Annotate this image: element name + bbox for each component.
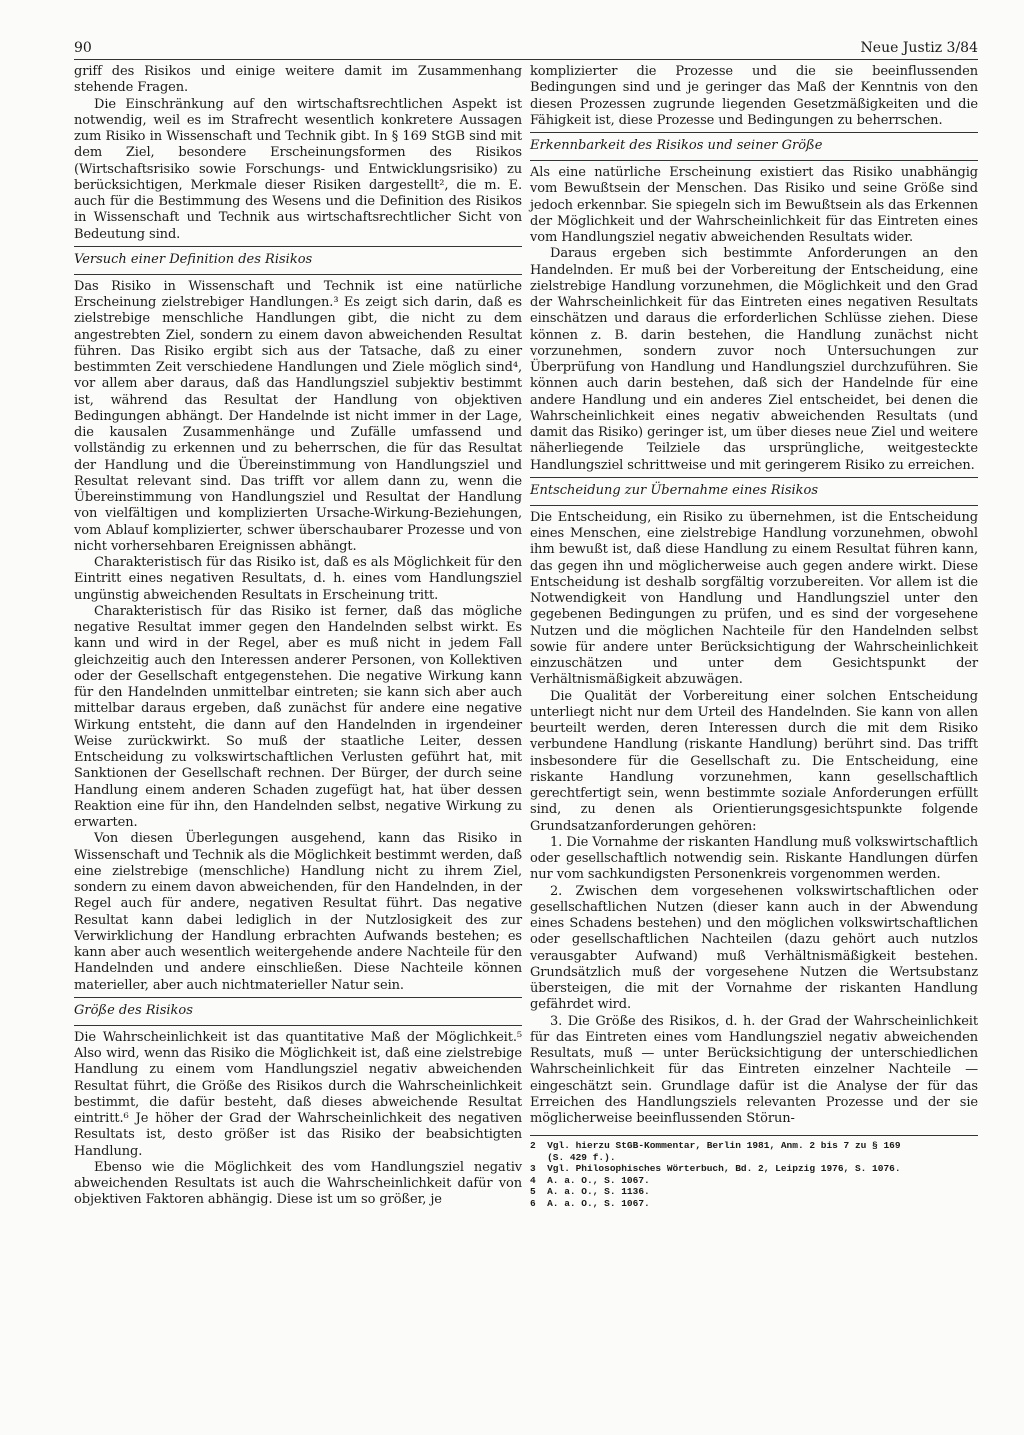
paragraph: komplizierter die Prozesse und die sie beeinflussenden Bedingungen sind und je geringer das Maß der Kenntnis von den diesen Prozessen zugrunde liegenden Gesetzmäßigkeiten und die Fähigkeit ist, diese Prozesse und Bedingungen zu beherrschen. <box>530 64 978 128</box>
footnote: 2 Vgl. hierzu StGB-Kommentar, Berlin 1981, Anm. 2 bis 7 zu § 169 <box>530 1140 901 1152</box>
paragraph: griff des Risikos und einige weitere damit im Zusammenhang stehende Fragen. <box>74 64 522 96</box>
paragraph: 1. Die Vornahme der riskanten Handlung muß volkswirtschaftlich oder gesellschaftlich notwendig sein. Riskante Handlungen dürfen nur vom sachkundigsten Personenkreis vorgenommen werden. <box>530 834 978 883</box>
footnote: 6 A. a. O., S. 1067. <box>530 1197 650 1209</box>
paragraph: Die Entscheidung, ein Risiko zu übernehmen, ist die Entscheidung eines Menschen, eine zielstrebige Handlung vorzunehmen, obwohl ihm bewußt ist, daß diese Handlung zu einem Resultat führen kann, das gegen ihn und möglicherweise auch gegen andere wirkt. Diese Entscheidung ist deshalb sorgfältig vorzubereiten. Vor allem ist die Notwendigkeit von Handlung und Handlungsziel unter den gegebenen Bedingungen zu prüfen, und es sind der vorgesehene Nutzen und die möglichen Nachteile für den Handelnden selbst sowie für andere unter Berücksichtigung der Wahrscheinlichkeit einzuschätzen und unter dem Gesichtspunkt der Verhältnismäßigkeit abzuwägen. <box>530 509 978 688</box>
footnotes <box>530 1135 978 1209</box>
footnote: 4 A. a. O., S. 1067. <box>530 1174 650 1186</box>
section-heading: Entscheidung zur Übernahme eines Risikos <box>530 477 978 506</box>
right-column <box>530 64 978 1209</box>
footnote: (S. 429 f.). <box>530 1151 616 1163</box>
paragraph: Die Qualität der Vorbereitung einer solchen Entscheidung unterliegt nicht nur dem Urteil des Handelnden. Sie kann von allen beurteilt werden, deren Interessen durch die mit dem Risiko verbundene Handlung (riskante Handlung) berührt sind. Das trifft insbesondere für die Gesellschaft zu. Die Entscheidung, eine riskante Handlung vorzunehmen, kann gesellschaftlich gerechtfertigt sein, wenn bestimmte soziale Anforderungen erfüllt sind, zu denen als Orientierungsgesichtspunkte folgende Grundsatzanforderungen gehören: <box>530 688 978 834</box>
paragraph: 2. Zwischen dem vorgesehenen volkswirtschaftlichen oder gesellschaftlichen Nutzen (dieser kann auch in der Abwendung eines Schadens bestehen) und den möglichen volkswirtschaftlichen oder gesellschaftlichen Nachteilen (dazu gehört auch nutzlos verausgabter Aufwand) muß Verhältnismäßigkeit bestehen. Grundsätzlich muß der vorgesehene Nutzen die Wertsubstanz übersteigen, die mit der Vornahme der riskanten Handlung gefährdet wird. <box>530 883 978 1013</box>
footnote: 5 A. a. O., S. 1136. <box>530 1186 650 1198</box>
section-heading: Versuch einer Definition des Risikos <box>74 246 522 275</box>
paragraph: 3. Die Größe des Risikos, d. h. der Grad der Wahrscheinlichkeit für das Eintreten eines vom Handlungsziel negativ abweichenden Resultats, muß — unter Berücksichtigung der unterschiedlichen Wahrscheinlichkeit für das Eintreten einzelner Nachteile — eingeschätzt sein. Grundlage dafür ist die Analyse der für das Erreichen des Handlungsziels relevanten Prozesse und der sie möglicherweise beeinflussenden Störun- <box>530 1013 978 1126</box>
paragraph: Ebenso wie die Möglichkeit des vom Handlungsziel negativ abweichenden Resultats ist auch die Wahrscheinlichkeit dafür von objektiven Faktoren abhängig. Diese ist um so größer, je <box>74 1159 522 1208</box>
paragraph: Charakteristisch für das Risiko ist ferner, daß das mögliche negative Resultat immer gegen den Handelnden selbst wirkt. Es kann und wird in der Regel, aber es muß nicht in jedem Fall gleichzeitig auch den Interessen anderer Personen, von Kollektiven oder der Gesellschaft entgegenstehen. Die negative Wirkung kann für den Handelnden unmittelbar eintreten; sie kann sich aber auch mittelbar daraus ergeben, daß zunächst für andere eine negative Wirkung entsteht, die dann auf den Handelnden in irgendeiner Weise zurückwirkt. So muß der staatliche Leiter, dessen Entscheidung zu volkswirtschaftlichen Verlusten geführt hat, mit Sanktionen der Gesellschaft rechnen. Der Bürger, der durch seine Handlung einem anderen Schaden zugefügt hat, hat über dessen Reaktion eine für ihn, den Handelnden selbst, negative Wirkung zu erwarten. <box>74 603 522 830</box>
paragraph: Daraus ergeben sich bestimmte Anforderungen an den Handelnden. Er muß bei der Vorbereitung der Entscheidung, eine zielstrebige Handlung vorzunehmen, die Möglichkeit und den Grad der Wahrscheinlichkeit für das Eintreten eines negativen Resultats einschätzen und daraus die erforderlichen Schlüsse ziehen. Diese können z. B. darin bestehen, die Handlung zunächst nicht vorzunehmen, sondern zuvor noch Untersuchungen zur Überprüfung von Handlung und Handlungsziel durchzuführen. Sie können auch darin bestehen, daß sich der Handelnde für eine andere Handlung und ein anderes Ziel entscheidet, bei denen die Wahrscheinlichkeit eines negativ abweichenden Resultats (und damit das Risiko) geringer ist, um über dieses neue Ziel und weitere näherliegende Teilziele das ursprüngliche, weitgesteckte Handlungsziel schrittweise und mit geringerem Risiko zu erreichen. <box>530 246 978 473</box>
journal-issue: Neue Justiz 3/84 <box>860 40 978 56</box>
section-heading: Erkennbarkeit des Risikos und seiner Größe <box>530 132 978 161</box>
paragraph: Das Risiko in Wissenschaft und Technik ist eine natürliche Erscheinung zielstrebiger Handlungen.³ Es zeigt sich darin, daß es zielstrebige menschliche Handlungen gibt, die nicht zu dem angestrebten Ziel, sondern zu einem davon abweichenden Resultat führen. Das Risiko ergibt sich aus der Tatsache, daß zu einer bestimmten Zeit verschiedene Handlungen und Ziele möglich sind⁴, vor allem aber daraus, daß das Handlungsziel subjektiv bestimmt ist, während das Resultat der Handlung von objektiven Bedingungen abhängt. Der Handelnde ist nicht immer in der Lage, die kausalen Zusammenhänge und Zufälle umfassend und vollständig zu erkennen und zu beherrschen, die für das Resultat der Handlung und die Übereinstimmung von Handlungsziel und Resultat relevant sind. Das trifft vor allem dann zu, wenn die Übereinstimmung von Handlungsziel und Resultat der Handlung von vielfältigen und komplizierten Ursache-Wirkung-Beziehungen, vom Ablauf komplizierter, schwer überschaubarer Prozesse und von nicht vorhersehbaren Ereignissen abhängt. <box>74 278 522 554</box>
paragraph: Charakteristisch für das Risiko ist, daß es als Möglichkeit für den Eintritt eines negativen Resultats, d. h. eines vom Handlungsziel ungünstig abweichenden Resultats in Erscheinung tritt. <box>74 555 522 603</box>
left-column <box>74 64 522 1209</box>
paragraph: Die Einschränkung auf den wirtschaftsrechtlichen Aspekt ist notwendig, weil es im Strafrecht wesentlich konkretere Aussagen zum Risiko in Wissenschaft und Technik gibt. In § 169 StGB sind mit dem Ziel, besondere Erscheinungsformen des Risikos (Wirtschaftsrisiko sowie Forschungs- und Entwicklungsrisiko) zu berücksichtigen, Merkmale dieser Risiken dargestellt², die m. E. auch für die Bestimmung des Wesens und die Definition des Risikos in Wissenschaft und Technik aus wirtschaftsrechtlicher Sicht von Bedeutung sind. <box>74 96 522 242</box>
paragraph: Als eine natürliche Erscheinung existiert das Risiko unabhängig vom Bewußtsein der Menschen. Das Risiko und seine Größe sind jedoch erkennbar. Sie spiegeln sich im Bewußtsein als das Erkennen der Möglichkeit und der Wahrscheinlichkeit für das Eintreten eines vom Handlungsziel negativ abweichenden Resultats wider. <box>530 165 978 245</box>
page-number: 90 <box>74 40 92 56</box>
article-body <box>74 64 978 1209</box>
paragraph: Die Wahrscheinlichkeit ist das quantitative Maß der Möglichkeit.⁵ Also wird, wenn das Risiko die Möglichkeit ist, daß eine zielstrebige Handlung zu einem vom Handlungsziel negativ abweichenden Resultat führt, die Größe des Risikos durch die Wahrscheinlichkeit bestimmt, die dafür besteht, daß dieses abweichende Resultat eintritt.⁶ Je höher der Grad der Wahrscheinlichkeit des negativen Resultats ist, desto größer ist das Risiko der beabsichtigten Handlung. <box>74 1029 522 1159</box>
footnote: 3 Vgl. Philosophisches Wörterbuch, Bd. 2, Leipzig 1976, S. 1076. <box>530 1163 901 1175</box>
section-heading: Größe des Risikos <box>74 997 522 1026</box>
page-header <box>74 40 978 60</box>
paragraph: Von diesen Überlegungen ausgehend, kann das Risiko in Wissenschaft und Technik als die Möglichkeit bestimmt werden, daß eine zielstrebige (menschliche) Handlung nicht zu ihrem Ziel, sondern zu einem davon abweichenden, für den Handelnden, in der Regel auch für andere, negativen Resultat führt. Das negative Resultat kann dabei lediglich in der Nutzlosigkeit des zur Verwirklichung der Handlung erbrachten Aufwands bestehen; es kann aber auch wesentlich weitergehende andere Nachteile für den Handelnden und andere einschließen. Diese Nachteile können materieller, aber auch nichtmaterieller Natur sein. <box>74 831 522 993</box>
